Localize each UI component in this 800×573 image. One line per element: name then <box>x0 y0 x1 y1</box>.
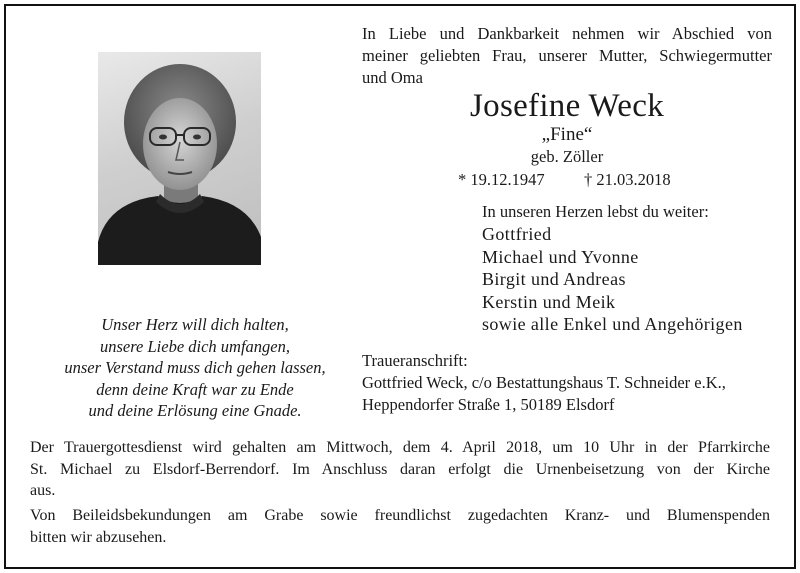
condolence-line: bitten wir abzusehen. <box>30 528 167 546</box>
death-date: † 21.03.2018 <box>584 170 671 189</box>
service-line: St. Michael zu Elsdorf-Berrendorf. Im Anschluss daran erfolgt die Urnenbeisetzung von der Kirche <box>30 460 770 478</box>
family-member: Gottfried <box>482 224 552 244</box>
mourning-address <box>362 350 782 416</box>
intro-line: In Liebe und Dankbarkeit nehmen wir Abschied von <box>362 24 772 43</box>
family-member: Kerstin und Meik <box>482 291 616 312</box>
family-member: Michael und Yvonne <box>482 246 639 267</box>
deceased-nickname: „Fine“ <box>541 124 593 145</box>
poem-line: unsere Liebe dich umfangen, <box>99 336 291 356</box>
birth-name: geb. Zöller <box>530 147 604 166</box>
address-line: Heppendorfer Straße 1, 50189 Elsdorf <box>362 395 615 414</box>
farewell-intro <box>362 23 772 89</box>
memorial-poem <box>30 314 360 422</box>
deceased-name: Josefine Weck <box>470 88 664 124</box>
service-line: aus. <box>30 482 56 499</box>
poem-line: und deine Erlösung eine Gnade. <box>88 401 302 420</box>
portrait-illustration <box>98 52 261 265</box>
family-heading: In unseren Herzen lebst du weiter: <box>482 202 709 221</box>
family-member: Birgit und Andreas <box>482 269 626 289</box>
condolence-line: Von Beileidsbekundungen am Grabe sowie freundlichst zugedachten Kranz- und Blumenspenden <box>30 507 770 524</box>
poem-line: unser Verstand muss dich gehen lassen, <box>64 358 326 377</box>
service-line: Der Trauergottesdienst wird gehalten am Mittwoch, dem 4. April 2018, um 10 Uhr in der Pfarrkirche <box>30 439 770 456</box>
birth-date: * 19.12.1947 <box>458 170 545 189</box>
address-label: Traueranschrift: <box>362 351 468 370</box>
intro-line: und Oma <box>362 68 423 87</box>
poem-line: Unser Herz will dich halten, <box>101 315 289 334</box>
address-line: Gottfried Weck, c/o Bestattungshaus T. Schneider e.K., <box>362 373 726 392</box>
intro-line: meiner geliebten Frau, unserer Mutter, Schwiegermutter <box>362 46 772 65</box>
condolence-notice <box>30 505 770 548</box>
life-dates <box>458 170 698 190</box>
family-mourners <box>482 201 782 336</box>
poem-line: denn deine Kraft war zu Ende <box>96 379 294 399</box>
family-member: sowie alle Enkel und Angehörigen <box>482 314 743 334</box>
portrait-photo <box>98 52 261 265</box>
funeral-service-notice <box>30 437 770 502</box>
